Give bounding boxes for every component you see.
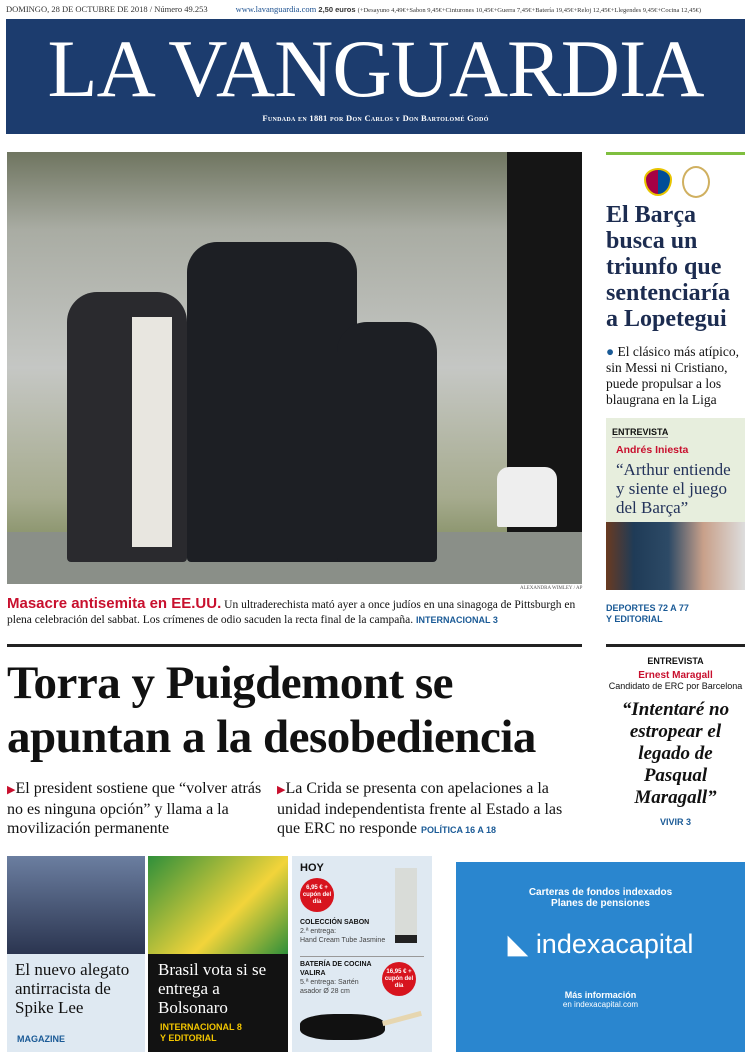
iniesta-section[interactable]: DEPORTES 72 A 77 Y EDITORIAL (606, 603, 689, 624)
sub2-text: La Crida se presenta con apelaciones a la unidad independentista frente al Estado a las que ERC no responde (277, 780, 563, 837)
interviewee-role: Candidato de ERC por Barcelona (608, 681, 743, 691)
interview-quote: “Intentaré no estropear el legado de Pasqual Maragall” (621, 699, 730, 808)
maragall-interview[interactable] (606, 648, 745, 827)
ad-more-info: Más información (564, 990, 637, 1000)
promo-box[interactable] (292, 856, 432, 1052)
masthead (6, 19, 745, 134)
interview-quote: “Arthur entiende y siente el juego del Barça” (616, 460, 731, 517)
iniesta-photo (606, 522, 745, 590)
sub1-text: El president sostiene que “volver atrás no es ninguna opción” y llama a la movilización permanente (7, 780, 262, 837)
interview-label: ENTREVISTA (647, 656, 704, 666)
extras-prices: (+Desayuno 4,49€+Sabon 9,45€+Cinturones 10,45€+Guerra 7,45€+Batería 19,45€+Reloj 12,45€+Llegendes 9,45€+Cocina 12,45€) (357, 7, 702, 14)
price-badge: 16,95 € + cupón del día (382, 962, 416, 996)
subheadline-1: ▶El president sostiene que “volver atrás no es ninguna opción” y llama a la movilización permanente (7, 780, 262, 837)
barca-story: El Barça busca un triunfo que sentenciaría a Lopetegui ● El clásico más atípico, sin Messi ni Cristiano, puede propulsar a los blaugrana en la Liga (606, 152, 745, 408)
promo-item-1: COLECCIÓN SABON 2.ª entrega: Hand Cream Tube Jasmine (300, 919, 386, 944)
spike-lee-teaser[interactable] (7, 856, 145, 1052)
teaser-headline: Brasil vota si se entrega a Bolsonaro (158, 960, 267, 1017)
newspaper-title: LA VANGUARDIA (47, 23, 704, 114)
section-link[interactable]: VIVIR 3 (659, 817, 691, 827)
website-link[interactable]: www.lavanguardia.com (235, 4, 317, 14)
interviewee-name: Ernest Maragall (638, 670, 713, 681)
indexacapital-ad[interactable] (456, 862, 745, 1052)
section-link[interactable]: POLÍTICA 16 A 18 (420, 825, 497, 835)
teaser-headline: El nuevo alegato antirracista de Spike Lee (15, 960, 130, 1017)
brasil-photo (148, 856, 288, 954)
interview-label: ENTREVISTA (612, 427, 669, 437)
barca-text: El clásico más atípico, sin Messi ni Cristiano, puede propulsar a los blaugrana en la Liga (606, 344, 739, 407)
indexa-logo-icon: ◣ (507, 929, 536, 959)
ad-url[interactable]: en indexacapital.com (562, 1000, 639, 1009)
brasil-teaser[interactable] (148, 856, 288, 1052)
fc-barcelona-crest-icon (644, 168, 672, 196)
ad-line-1: Carteras de fondos indexados (528, 887, 673, 898)
hand-cream-image (395, 868, 417, 943)
lead-caption (7, 596, 582, 628)
date-issue: DOMINGO, 28 DE OCTUBRE DE 2018 / Número 49.253 (6, 4, 208, 14)
caption-headline[interactable]: Masacre antisemita en EE.UU. (7, 595, 222, 612)
caption-text: Un ultraderechista mató ayer a once judíos en una sinagoga de Pittsburgh en plena celebración del sabbat. Los crímenes de odio sacuden la recta final de la campaña. (7, 599, 576, 626)
interviewee-name: Andrés Iniesta (616, 444, 689, 456)
promo-today: HOY (300, 862, 324, 874)
photo-credit: ALEXANDRA WIMLEY / AP (520, 586, 583, 591)
spike-lee-photo (7, 856, 145, 954)
main-headline[interactable]: Torra y Puigdemont se apuntan a la desobediencia (7, 657, 536, 763)
subheadline-2: ▶La Crida se presenta con apelaciones a la unidad independentista frente al Estado a las que ERC no responde POLÍTICA 16 A 18 (277, 780, 563, 837)
real-madrid-crest-icon (682, 166, 710, 198)
section-link[interactable]: MAGAZINE (17, 1034, 65, 1044)
top-strip (6, 4, 746, 14)
price: 2,50 euros (318, 5, 356, 14)
ad-line-2: Planes de pensiones (551, 898, 650, 909)
section-link[interactable]: INTERNACIONAL 3 (416, 615, 498, 625)
promo-item-2: BATERÍA DE COCINA VALIRA 5.ª entrega: Sartén asador Ø 28 cm (300, 961, 372, 995)
price-badge: 6,95 € + cupón del día (300, 878, 334, 912)
barca-headline[interactable]: El Barça busca un triunfo que sentenciaría a Lopetegui (606, 202, 730, 332)
divider (606, 644, 745, 647)
section-link[interactable]: INTERNACIONAL 8 Y EDITORIAL (160, 1022, 242, 1043)
founded-line: Fundada en 1881 por Don Carlos y Don Bartolomé Godó (262, 113, 489, 123)
iniesta-interview[interactable] (606, 418, 745, 590)
frying-pan-image (300, 1014, 385, 1040)
lead-photo (7, 152, 582, 584)
divider (7, 644, 582, 647)
ad-brand: ◣ indexacapital (507, 929, 694, 959)
